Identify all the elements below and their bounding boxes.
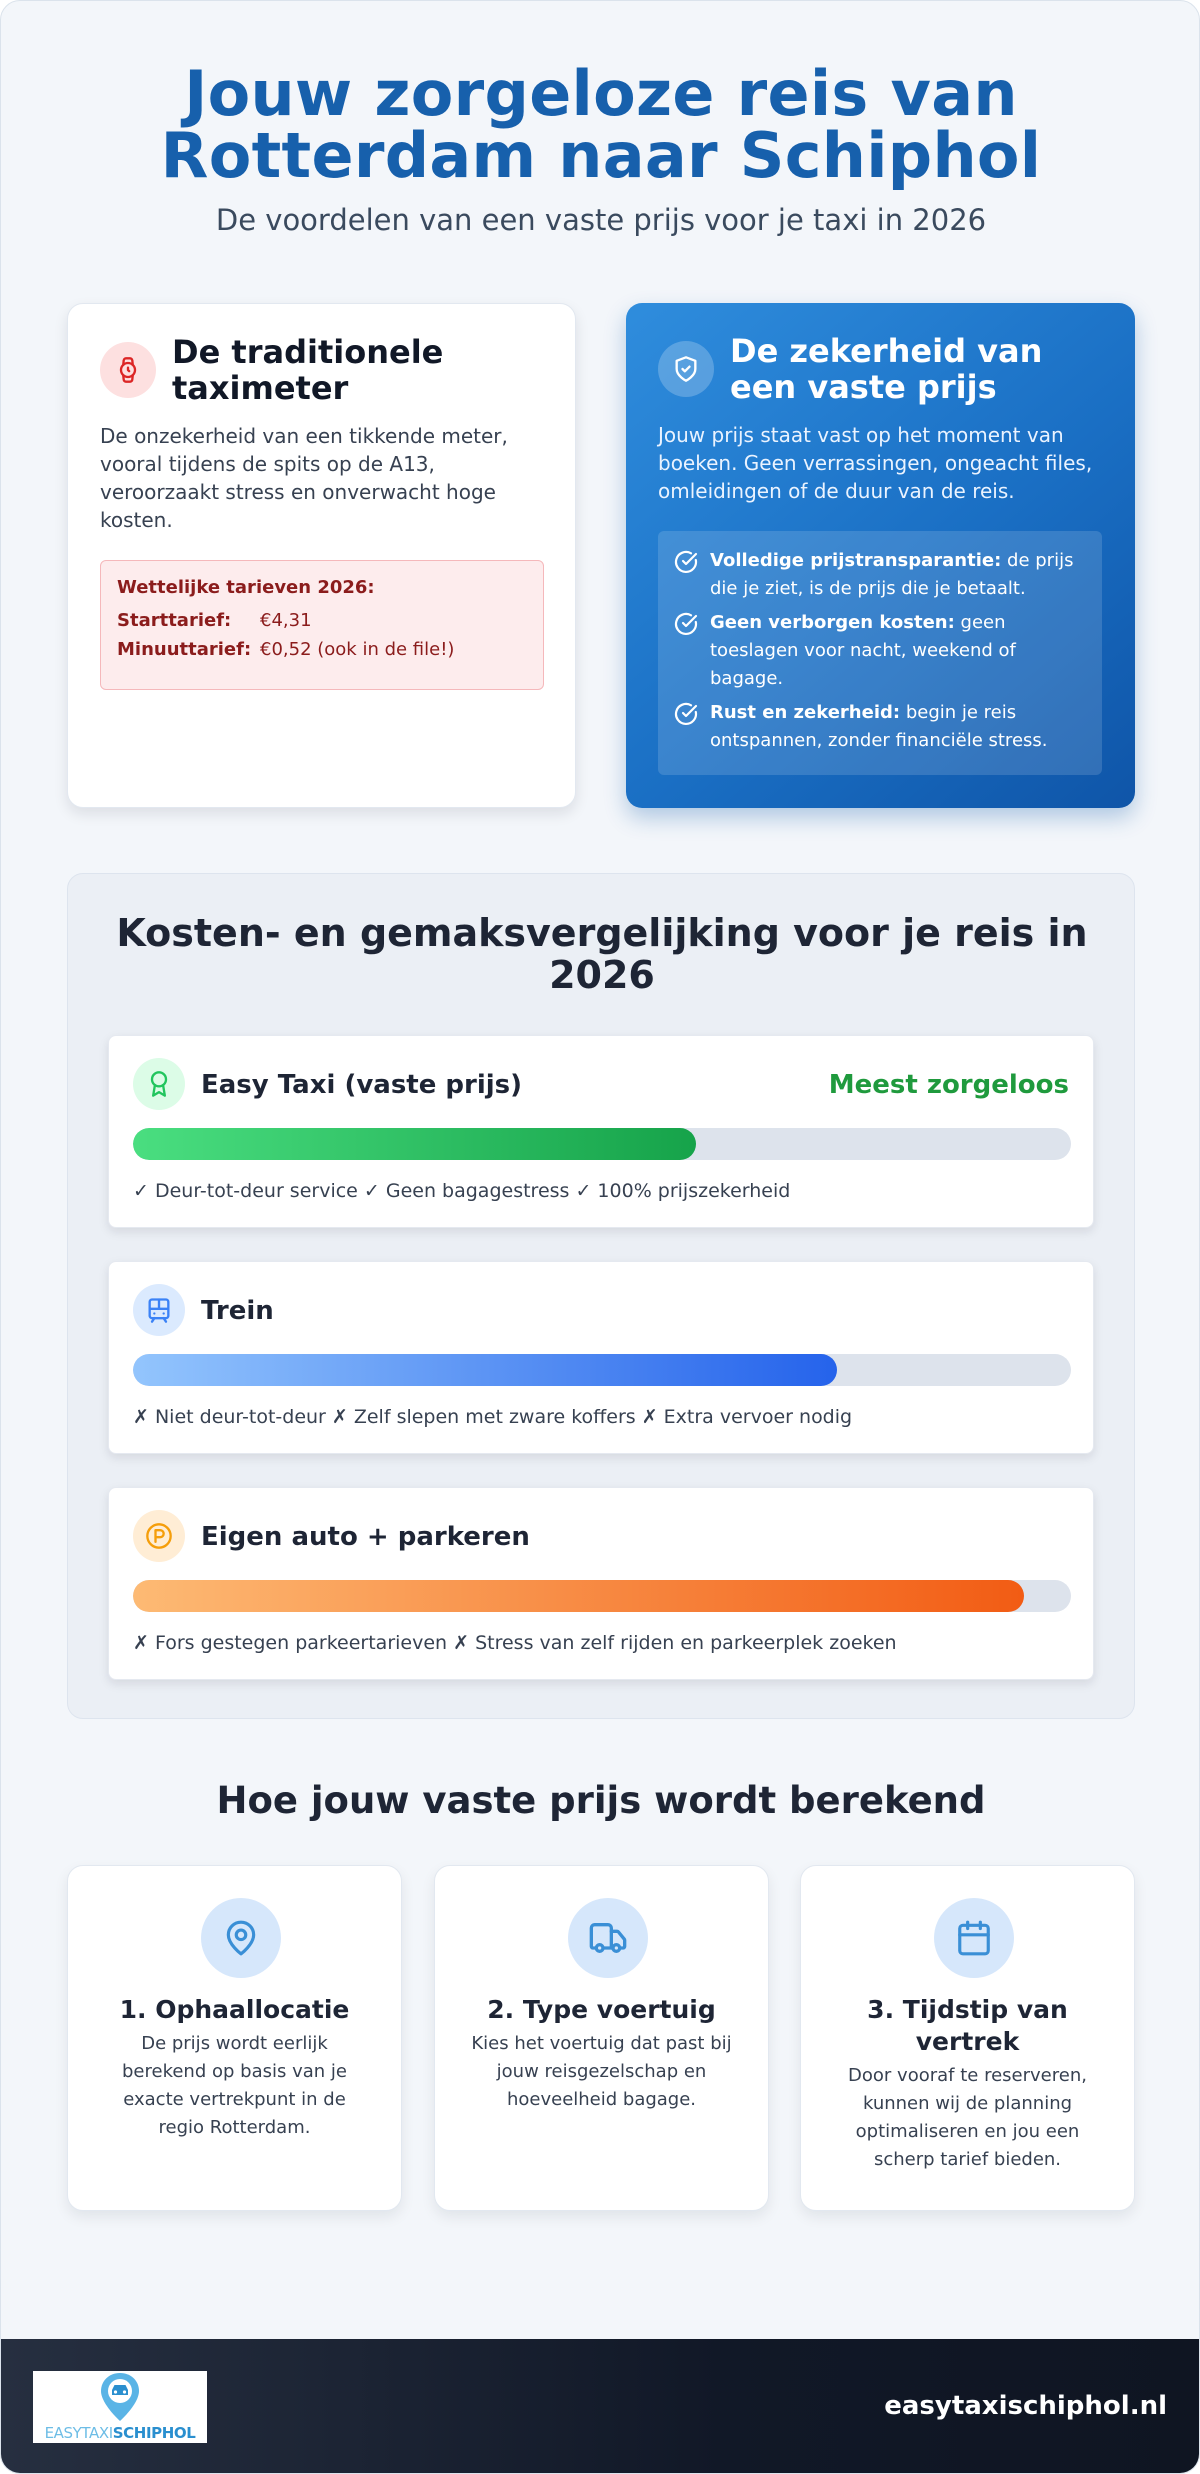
option-bar-fill bbox=[133, 1354, 837, 1386]
page-title bbox=[1, 57, 1200, 192]
option-name: Eigen auto + parkeren bbox=[201, 1522, 530, 1552]
truck-icon bbox=[568, 1898, 648, 1978]
option-name: Easy Taxi (vaste prijs) bbox=[201, 1070, 523, 1100]
comparison-section bbox=[67, 873, 1135, 1719]
tariff-row bbox=[117, 610, 527, 631]
benefit-title: Geen verborgen kosten: bbox=[710, 612, 955, 633]
fixed-price-card bbox=[626, 303, 1135, 808]
benefit-text: geen toeslagen voor nacht, weekend of bagage. bbox=[710, 612, 1016, 689]
website-link[interactable]: easytaxischiphol.nl bbox=[884, 2391, 1167, 2421]
option-badge: Meest zorgeloos bbox=[828, 1070, 1069, 1100]
option-bar-fill bbox=[133, 1128, 696, 1160]
how-section-title: Hoe jouw vaste prijs wordt berekend bbox=[216, 1779, 986, 1822]
option-note: ✓ Deur-tot-deur service ✓ Geen bagagestress ✓ 100% prijszekerheid bbox=[133, 1180, 791, 1202]
shield-check-icon bbox=[658, 341, 714, 397]
step-card-pickup bbox=[67, 1865, 402, 2211]
comparison-option-trein bbox=[108, 1261, 1094, 1454]
logo-wordmark: EASYTAXISCHIPHOL bbox=[44, 2424, 196, 2442]
check-circle-icon bbox=[674, 550, 700, 583]
option-bar-track bbox=[133, 1128, 1071, 1160]
tariff-row bbox=[117, 639, 527, 660]
option-note: ✗ Fors gestegen parkeertarieven ✗ Stress van zelf rijden en parkeerplek zoeken bbox=[133, 1632, 897, 1654]
page-subtitle: De voordelen van een vaste prijs voor je taxi in 2026 bbox=[215, 203, 987, 237]
benefit-item bbox=[674, 699, 1086, 755]
train-icon bbox=[133, 1284, 185, 1336]
benefit-item bbox=[674, 609, 1086, 693]
option-name: Trein bbox=[201, 1296, 274, 1326]
map-pin-icon bbox=[201, 1898, 281, 1978]
benefit-item bbox=[674, 547, 1086, 603]
benefit-text: de prijs die je ziet, is de prijs die je betaalt. bbox=[710, 550, 1074, 599]
traditional-card-text: De onzekerheid van een tikkende meter, vooral tijdens de spits op de A13, veroorzaakt stress en onverwacht hoge kosten. bbox=[100, 424, 508, 532]
benefit-title: Rust en zekerheid: bbox=[710, 702, 901, 723]
brand-logo[interactable] bbox=[33, 2371, 207, 2443]
step-title: 3. Tijdstip van vertrek bbox=[867, 1995, 1068, 2056]
step-card-departure bbox=[800, 1865, 1135, 2211]
traditional-card-header bbox=[100, 334, 547, 406]
page-title-line-1: Jouw zorgeloze reis van bbox=[184, 57, 1018, 130]
step-text: De prijs wordt eerlijk berekend op basis van je exacte vertrekpunt in de regio Rotterdam. bbox=[122, 2033, 347, 2138]
award-icon bbox=[133, 1058, 185, 1110]
traditional-card-title: De traditionele taximeter bbox=[172, 333, 444, 407]
calendar-icon bbox=[934, 1898, 1014, 1978]
step-text: Kies het voertuig dat past bij jouw reisgezelschap en hoeveelheid bagage. bbox=[471, 2033, 732, 2110]
step-text: Door vooraf te reserveren, kunnen wij de planning optimaliseren en jou een scherp tarief bieden. bbox=[848, 2065, 1087, 2170]
step-title: 2. Type voertuig bbox=[487, 1995, 716, 2024]
option-note: ✗ Niet deur-tot-deur ✗ Zelf slepen met zware koffers ✗ Extra vervoer nodig bbox=[133, 1406, 853, 1428]
benefits-list bbox=[658, 531, 1102, 775]
comparison-title: Kosten- en gemaksvergelijking voor je reis in 2026 bbox=[116, 911, 1088, 997]
check-circle-icon bbox=[674, 612, 700, 645]
footer bbox=[1, 2339, 1200, 2474]
taxi-pin-icon bbox=[96, 2371, 144, 2423]
tariff-label: Starttarief: bbox=[117, 610, 232, 631]
watch-icon bbox=[100, 342, 156, 398]
tariff-value: €0,52 (ook in de file!) bbox=[260, 639, 455, 660]
comparison-option-eigen-auto bbox=[108, 1487, 1094, 1680]
fixed-card-header bbox=[658, 333, 1107, 405]
traditional-taximeter-card bbox=[67, 303, 576, 808]
page-title-line-2: Rotterdam naar Schiphol bbox=[160, 119, 1042, 192]
tariff-label: Minuuttarief: bbox=[117, 639, 252, 660]
check-circle-icon bbox=[674, 702, 700, 735]
option-bar-track bbox=[133, 1354, 1071, 1386]
comparison-option-easy-taxi bbox=[108, 1035, 1094, 1228]
benefit-text: begin je reis ontspannen, zonder financiële stress. bbox=[710, 702, 1048, 751]
benefit-title: Volledige prijstransparantie: bbox=[710, 550, 1002, 571]
option-bar-fill bbox=[133, 1580, 1024, 1612]
step-card-vehicle bbox=[434, 1865, 769, 2211]
hero bbox=[1, 57, 1200, 237]
tariff-box bbox=[100, 560, 544, 690]
step-title: 1. Ophaallocatie bbox=[119, 1995, 350, 2024]
fixed-card-title: De zekerheid van een vaste prijs bbox=[730, 332, 1043, 406]
parking-icon bbox=[133, 1510, 185, 1562]
tariff-value: €4,31 bbox=[260, 610, 312, 631]
tariff-title: Wettelijke tarieven 2026: bbox=[117, 577, 375, 598]
fixed-card-text: Jouw prijs staat vast op het moment van boeken. Geen verrassingen, ongeacht files, omleidingen of de duur van de reis. bbox=[658, 423, 1093, 503]
option-bar-track bbox=[133, 1580, 1071, 1612]
